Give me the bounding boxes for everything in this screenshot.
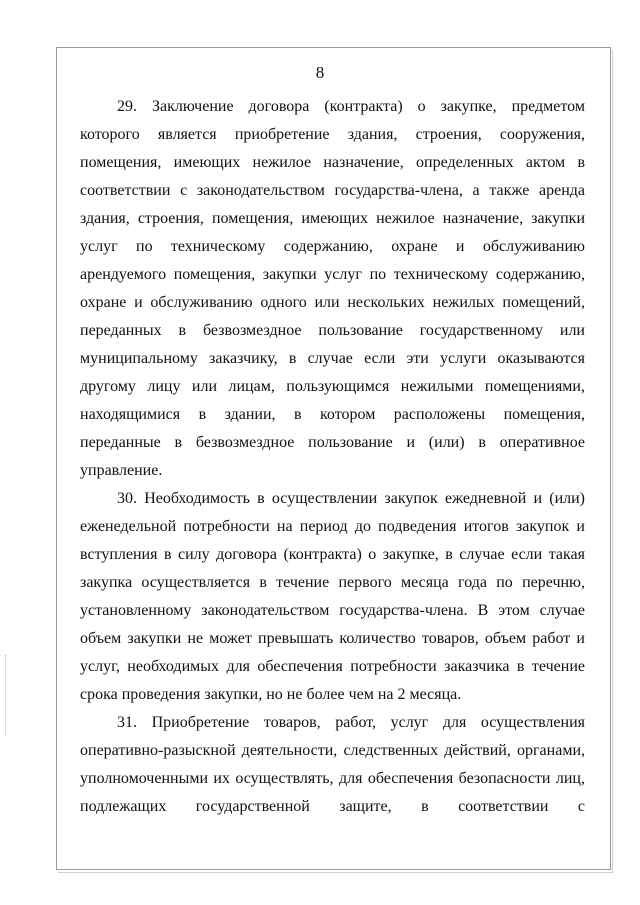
text-line: оперативно-разыскной деятельности, следственных действий, органами, [80, 742, 585, 759]
text-line: управление. [80, 462, 163, 479]
text-line: помещения, имеющих нежилое назначение, определенных актом в [80, 154, 585, 171]
text-line: переданные в безвозмездное пользование и (или) в оперативное [80, 434, 585, 451]
text-line: подлежащих государственной защите, в соответствии с [80, 798, 585, 815]
text-line: закупка осуществляется в течение первого месяца года по перечню, [80, 574, 585, 591]
scan-margin-mark [5, 655, 8, 735]
text-line: вступления в силу договора (контракта) о закупке, в случае если такая [80, 546, 585, 563]
text-line: 30. Необходимость в осуществлении закупок ежедневной и (или) [117, 490, 585, 507]
text-line: охране и обслуживанию одного или нескольких нежилых помещений, [80, 294, 585, 311]
text-line: объем закупки не может превышать количество товаров, объем работ и [80, 630, 585, 647]
text-line: еженедельной потребности на период до подведения итогов закупок и [80, 518, 585, 535]
text-line: услуг, необходимых для обеспечения потребности заказчика в течение [80, 658, 585, 675]
text-line: переданных в безвозмездное пользование государственному или [80, 322, 585, 339]
text-line: муниципальному заказчику, в случае если эти услуги оказываются [80, 350, 585, 367]
text-line: соответствии с законодательством государства-члена, а также аренда [80, 182, 585, 199]
text-line: арендуемого помещения, закупки услуг по техническому содержанию, [80, 266, 585, 283]
text-line: услуг по техническому содержанию, охране и обслуживанию [80, 238, 585, 255]
page-number: 8 [315, 63, 325, 82]
text-line: 31. Приобретение товаров, работ, услуг для осуществления [117, 714, 585, 731]
text-line: которого является приобретение здания, строения, сооружения, [80, 126, 585, 143]
text-line: срока проведения закупки, но не более чем на 2 месяца. [80, 686, 462, 703]
text-line: установленному законодательством государства-члена. В этом случае [80, 602, 585, 619]
text-line: другому лицу или лицам, пользующимся нежилыми помещениями, [80, 378, 585, 395]
text-line: 29. Заключение договора (контракта) о закупке, предметом [117, 98, 585, 115]
text-line: находящимися в здании, в котором расположены помещения, [80, 406, 585, 423]
text-line: здания, строения, помещения, имеющих нежилое назначение, закупки [80, 210, 585, 227]
text-line: уполномоченными их осуществлять, для обеспечения безопасности лиц, [80, 770, 585, 787]
